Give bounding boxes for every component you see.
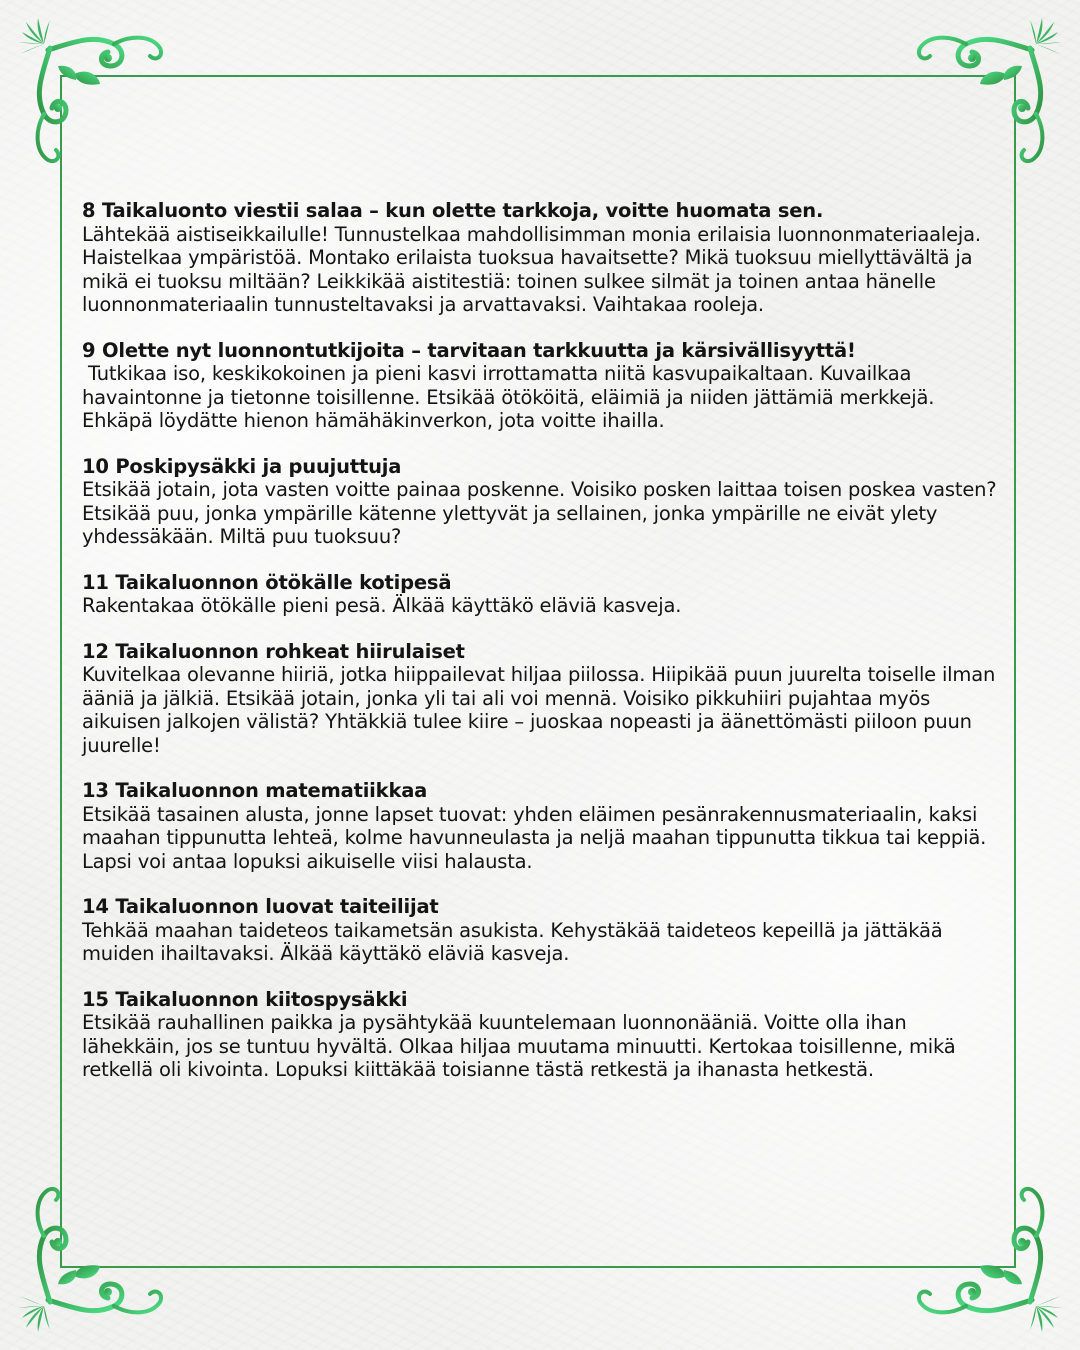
section-text: Rakentakaa ötökälle pieni pesä. Älkää käyttäkö eläviä kasveja.: [82, 594, 682, 617]
section-text: Lähtekää aistiseikkailulle! Tunnustelkaa mahdollisimman monia erilaisia luonnonmateriaaleja. Haistelkaa ympäristöä. Montako erilaista tuoksua havaitsette? Mikä tuoksuu miellyttävältä ja mikä ei tuoksu miltään? Leikkikää aistitestiä: toinen sulkee silmät ja toinen antaa hänelle luonnonmateriaalin tunnusteltavaksi ja arvattavaksi. Vaihtakaa rooleja.: [82, 222, 981, 316]
corner-ornament-top-left: [14, 14, 164, 164]
section-text: Etsikää rauhallinen paikka ja pysähtykää kuuntelemaan luonnonääniä. Voitte olla ihan lähekkäin, jos se tuntuu hyvältä. Olkaa hiljaa muutama minuutti. Kertokaa toisillenne, mikä retkellä oli kivointa. Lopuksi kiittäkää toisianne tästä retkestä ja ihanasta hetkestä.: [82, 1011, 956, 1081]
section-heading: 9 Olette nyt luonnontutkijoita – tarvitaan tarkkuutta ja kärsivällisyyttä!: [82, 338, 856, 362]
section-heading: 8 Taikaluonto viestii salaa – kun olette tarkkoja, voitte huomata sen.: [82, 199, 824, 222]
section-heading: 13 Taikaluonnon matematiikkaa: [82, 779, 428, 802]
section-heading: 14 Taikaluonnon luovat taiteilijat: [82, 895, 439, 918]
activity-section: [82, 455, 1002, 549]
section-text: Tutkikaa iso, keskikokoinen ja pieni kasvi irrottamatta niitä kasvupaikaltaan. Kuvailkaa havaintonne ja tietonne toisillenne. Etsikää ötököitä, eläimiä ja niiden jättämiä merkkejä. Ehkäpä löydätte hienon hämähäkinverkon, jota voitte ihailla.: [82, 362, 941, 432]
activity-section: [82, 895, 1002, 966]
corner-ornament-top-right: [916, 14, 1066, 164]
section-heading: 12 Taikaluonnon rohkeat hiirulaiset: [82, 639, 465, 663]
section-heading: 15 Taikaluonnon kiitospysäkki: [82, 987, 408, 1011]
activity-section: [82, 779, 1002, 873]
section-heading: 10 Poskipysäkki ja puujuttuja: [82, 454, 402, 478]
corner-ornament-bottom-right: [916, 1186, 1066, 1336]
activity-list: [82, 199, 1002, 1104]
section-text: Etsikää tasainen alusta, jonne lapset tuovat: yhden eläimen pesänrakennusmateriaalin, kaksi maahan tippunutta lehteä, kolme havunneulasta ja neljä maahan tippunutta tikkua tai keppiä. Lapsi voi antaa lopuksi aikuiselle viisi halausta.: [82, 802, 987, 873]
activity-section: [82, 988, 1002, 1082]
section-text: Kuvitelkaa olevanne hiiriä, jotka hiippailevat hiljaa piilossa. Hiipikää puun juurelta toiselle ilman ääniä ja jälkiä. Etsikää jotain, jonka yli tai ali voi mennä. Voisiko pikkuhiiri pujahtaa myös aikuisen jalkojen välistä? Yhtäkkiä tulee kiire – juoskaa nopeasti ja äänettömästi piiloon puun juurelle!: [82, 663, 996, 757]
section-text: Tehkää maahan taideteos taikametsän asukista. Kehystäkää taideteos kepeillä ja jättäkää muiden ihailtavaksi. Älkää käyttäkö eläviä kasveja.: [82, 918, 943, 965]
activity-section: [82, 339, 1002, 433]
corner-ornament-bottom-left: [14, 1186, 164, 1336]
activity-section: [82, 640, 1002, 758]
activity-section: [82, 199, 1002, 317]
section-heading: 11 Taikaluonnon ötökälle kotipesä: [82, 570, 452, 594]
activity-section: [82, 571, 1002, 618]
section-text: Etsikää jotain, jota vasten voitte painaa poskenne. Voisiko posken laittaa toisen poskea vasten? Etsikää puu, jonka ympärille kätenne ylettyvät ja sellainen, jonka ympärille ne eivät ylety yhdessäkään. Miltä puu tuoksuu?: [82, 478, 997, 548]
